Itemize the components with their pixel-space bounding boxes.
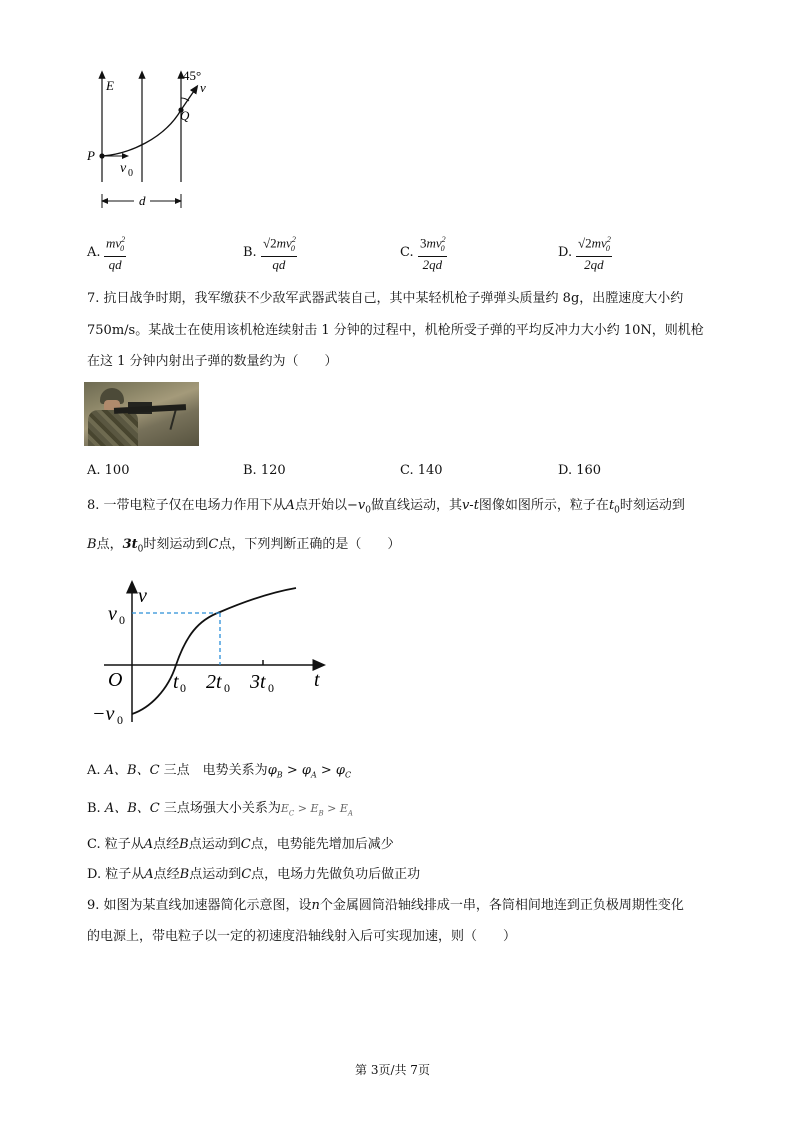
vt-v0-sub: 0 [119,613,125,627]
q6-option-a-label[interactable]: A. [87,245,101,260]
vt-3t0-label: 3t [250,671,266,693]
vt-v0-label: v [108,603,117,625]
field-diagram [84,64,224,214]
q6-option-b-fraction: $\frac{√2mv^2_0}{qd}$ [261,232,297,272]
q6-option-d-label[interactable]: D. [558,245,573,260]
q7-line-1: 7. 抗日战争时期，我军缴获不少敌军武器武装自己，其中某轻机枪子弹弹头质量约 8g，出膛速度大小约 [87,291,684,306]
vt-t-label: t [314,669,320,691]
q9-line-2: 的电源上，带电粒子以一定的初速度沿轴线射入后可实现加速，则（ ） [87,929,517,944]
vt-neg-v0-label: −v [92,703,115,725]
vt-t0-sub: 0 [180,681,186,695]
label-d: d [139,193,146,208]
q7-line-2: 750m/s。某战士在使用该机枪连续射击 1 分钟的过程中，机枪所受子弹的平均反冲力大小约 10N，则机枪 [87,323,704,338]
q6-option-c-label[interactable]: C. [400,245,414,260]
page-footer: 第 3页/共 7页 [355,1063,430,1077]
point-p [99,153,104,158]
label-p: P [87,148,95,163]
q8-line-1: 8. 一带电粒子仅在电场力作用下从A点开始以$-v_0$做直线运动，其v-t图像如图所示，粒子在$t_0$时刻运动到 [87,498,685,516]
q6-option-d-fraction: $\frac{√2mv^2_0}{2qd}$ [576,232,612,272]
q7-line-3: 在这 1 分钟内射出子弹的数量约为（ ） [87,354,338,369]
vt-origin-label: O [108,669,123,691]
q7-option-b[interactable]: B. 120 [243,463,286,478]
q7-option-a[interactable]: A. 100 [87,463,130,478]
q6-option-c-fraction: $\frac{3mv^2_0}{2qd}$ [418,232,447,272]
label-q: Q [180,108,190,123]
vt-3t0-sub: 0 [268,681,274,695]
label-v: v [200,80,206,95]
vt-curve [132,588,296,714]
q7-option-d[interactable]: D. 160 [558,463,602,478]
vt-v-label: v [138,585,147,607]
vt-2t0-sub: 0 [224,681,230,695]
vt-graph [88,580,338,730]
q6-option-a-fraction: $\frac{mv^2_0}{qd}$ [104,232,126,272]
angle-arc [181,98,189,101]
q8-option-a[interactable]: A. A、B、C 三点 电势关系为$\varphi_B > \varphi_A > \varphi_C$ [87,763,352,780]
q8-option-b[interactable]: B. A、B、C 三点场强大小关系为$E_C > E_B > E_A$ [87,801,353,818]
label-v0-sub: 0 [128,168,133,179]
vt-2t0-label: 2t [206,671,222,693]
q6-option-b-label[interactable]: B. [243,245,257,260]
label-angle: 45° [183,68,202,83]
vt-t0-label: t [173,671,179,693]
label-e: E [106,78,114,93]
q8-line-2: B点，$3t_0$时刻运动到C点，下列判断正确的是（ ） [87,537,401,555]
label-v0: v [120,161,127,176]
vt-neg-v0-sub: 0 [117,713,123,727]
soldier-machine-gun-photo [84,382,199,446]
q8-option-c[interactable]: C. 粒子从A点经B点运动到C点，电势能先增加后减少 [87,837,394,852]
q8-option-d[interactable]: D. 粒子从A点经B点运动到C点，电场力先做负功后做正功 [87,867,421,882]
q9-line-1: 9. 如图为某直线加速器简化示意图，设n个金属圆筒沿轴线排成一串，各筒相间地连到正负极周期性变化 [87,898,684,913]
q7-option-c[interactable]: C. 140 [400,463,443,478]
